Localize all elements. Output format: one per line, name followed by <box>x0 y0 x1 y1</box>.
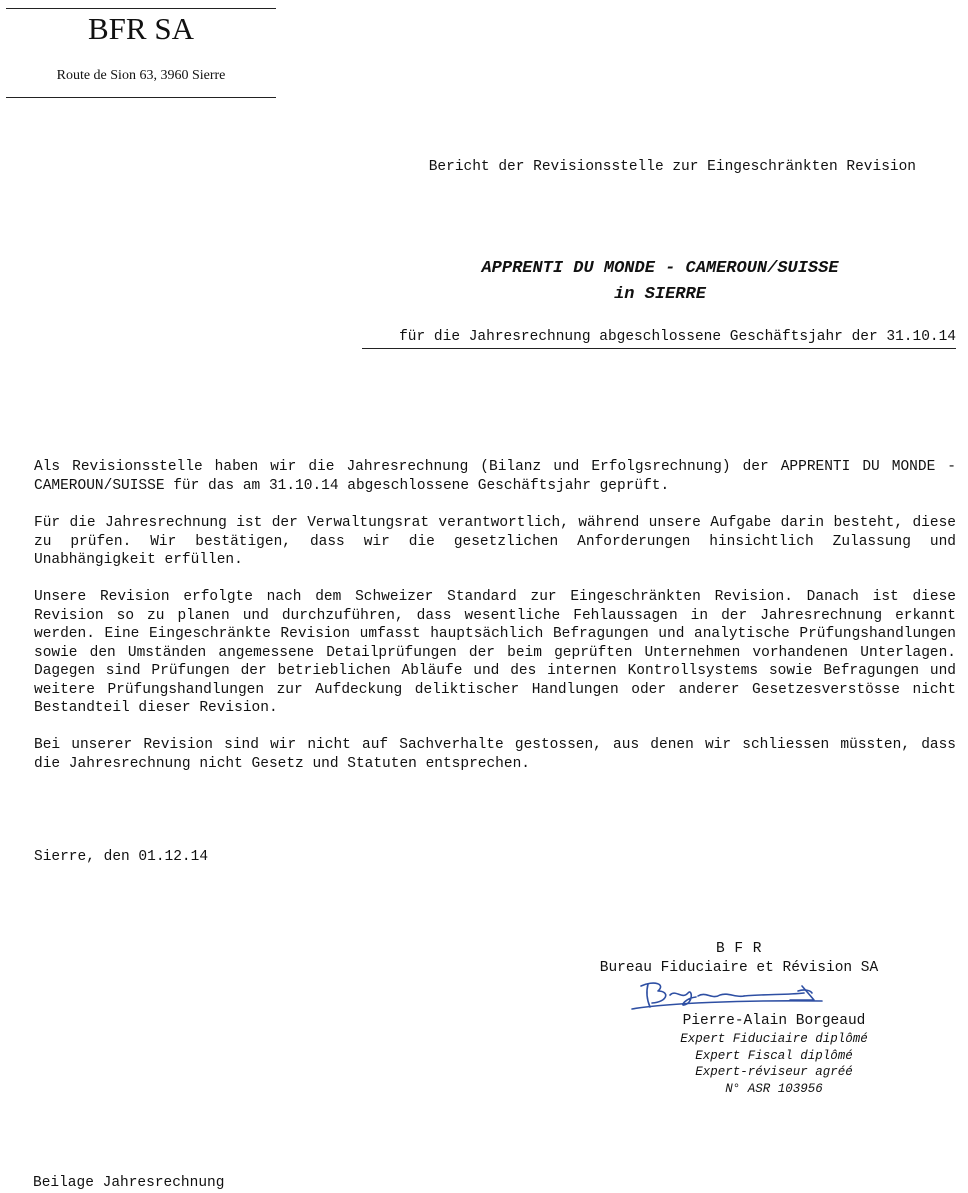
letterhead-top-rule <box>6 8 276 9</box>
signer-registration: N° ASR 103956 <box>725 1081 823 1096</box>
signature-firm-short: B F R <box>715 941 762 957</box>
paragraph-scope: Als Revisionsstelle haben wir die Jahresrechnung (Bilanz und Erfolgsrechnung) der APPRENTI DU MONDE - CAMEROUN/SUISSE für das am 31.10.14 abgeschlossene Geschäftsjahr geprüft. <box>34 459 956 494</box>
paragraph-conclusion: Bei unserer Revision sind wir nicht auf Sachverhalte gestossen, aus denen wir schliessen müssten, dass die Jahresrechnung nicht Gesetz und Statuten entsprechen. <box>34 737 956 772</box>
signature-firm-full: Bureau Fiduciaire et Révision SA <box>599 960 879 976</box>
client-name: APPRENTI DU MONDE - CAMEROUN/SUISSE <box>481 259 839 278</box>
client-location: in SIERRE <box>614 285 706 304</box>
letterhead-company-name: BFR SA <box>88 11 194 46</box>
signer-name: Pierre-Alain Borgeaud <box>682 1013 866 1029</box>
place-date: Sierre, den 01.12.14 <box>34 849 209 865</box>
signer-title: Expert Fiduciaire diplômé <box>680 1032 868 1046</box>
signature-block <box>560 940 918 1097</box>
handwritten-signature <box>626 978 826 1012</box>
letterhead-address: Route de Sion 63, 3960 Sierre <box>56 68 226 83</box>
paragraph-responsibility: Für die Jahresrechnung ist der Verwaltungsrat verantwortlich, während unsere Aufgabe darin besteht, diese zu prüfen. Wir bestätigen, dass wir die gesetzlichen Anforderungen hinsichtlich Zulassung und Unabhängigkeit erfüllen. <box>34 515 956 568</box>
fiscal-year-line: für die Jahresrechnung abgeschlossene Geschäftsjahr der 31.10.14 <box>362 327 956 349</box>
paragraph-standard: Unsere Revision erfolgte nach dem Schweizer Standard zur Eingeschränkten Revision. Danach ist diese Revision so zu planen und durchzuführen, dass wesentliche Fehlaussagen in der Jahresrechnung erkannt werden. Eine Eingeschränkte Revision umfasst hauptsächlich Befragungen und analytische Prüfungshandlungen sowie den Umständen angemessene Detailprüfungen der beim geprüften Unternehmen vorhandenen Unterlagen. Dagegen sind Prüfungen der betrieblichen Abläufe und des internen Kontrollsystems sowie Befragungen und weitere Prüfungshandlungen zur Aufdeckung deliktischer Handlungen oder anderer Gesetzesverstösse nicht Bestandteil dieser Revision. <box>34 589 956 716</box>
report-title: Bericht der Revisionsstelle zur Eingeschränkten Revision <box>428 159 916 175</box>
signer-title: Expert Fiscal diplômé <box>695 1048 853 1063</box>
signer-title: Expert-réviseur agréé <box>695 1065 853 1079</box>
enclosure-note: Beilage Jahresrechnung <box>33 1175 225 1191</box>
client-heading <box>360 256 960 308</box>
letterhead-bottom-rule <box>6 97 276 98</box>
